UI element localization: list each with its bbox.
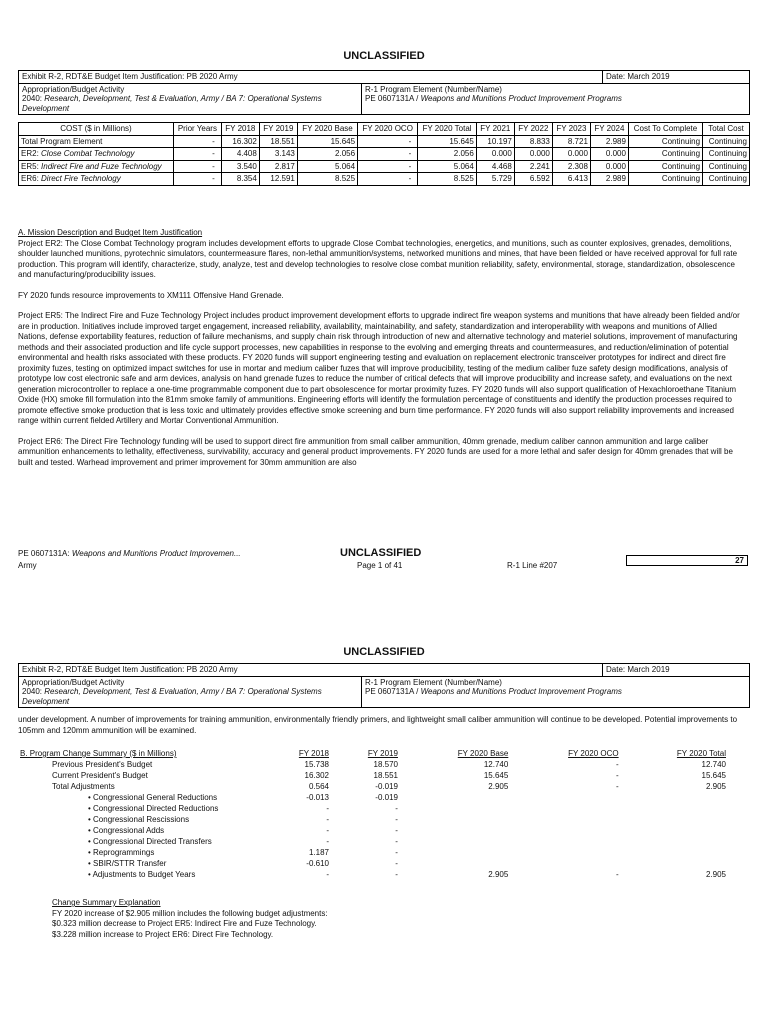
cost-cell: 8.354	[221, 173, 259, 186]
cost-header-cell: FY 2019	[259, 123, 297, 136]
mission-para-er5: Project ER5: The Indirect Fire and Fuze Technology Project includes product improvement development efforts to upgrade indirect fire weapon systems and munitions that have already been fielded and/or are in production. Initiatives include improved target engagement, increased reliability, availability, maintainability, and safety, standardization and interoperability with weapons and munitions of Allied Nations, defense exportability features, reduction of failure mechanisms, and supply chain risk through introduction of new and alternative technology and materiel solutions, improvement of manufacturing methods and their associated production and life cycle support processes, new capabilities in response to the evolving and emerging threats and countermeasures, and reduction/elimination of potential environmental and health risks associated with these products. FY 2020 funds will support engineering testing and evaluation on replacement electronic transceiver prototypes for indirect and direct fire proximity fuzes, testing on optimized impact switches for use in mortar and medium caliber fuzes that will improve producibility, testing of the medium caliber fuze safety design modifications, analysis of prototype low cost electronic safe and arm devices, analysis on hand grenade fuzes to reduce the number of critical defects that will improve producibility and increase safety, and evaluations on the next generation microcontroller to replace a one-time programmable component due to part obsolescence for mortar proximity fuzes. FY 2020 funds will also support qualification of Hexachloroethane Titanium Oxide (HX) smoke fill formulation into the 81mm smoke family of ammunitions. Engineering efforts will identify the formulation percentage of constituents and identify the production processes required to promote effective smoke production that is less toxic and ultimately provides effective smoke screening and burn time performance. FY 2020 funds will also support reliability improvements and increased range within current fielded Artillery and Mortar Conventional Ammunition.	[18, 311, 740, 425]
change-row	[18, 803, 728, 814]
footer-pe: PE 0607131A: Weapons and Munitions Product Improvemen...	[18, 549, 241, 558]
cost-row	[19, 160, 750, 173]
mission-para-fy2020: FY 2020 funds resource improvements to XM111 Offensive Hand Grenade.	[18, 290, 284, 300]
change-cell	[510, 814, 620, 825]
cost-header-cell: FY 2020 OCO	[358, 123, 418, 136]
cost-cell: 0.000	[476, 148, 514, 161]
change-cell	[510, 858, 620, 869]
change-cell: 2.905	[488, 781, 509, 791]
cost-cell: Continuing	[703, 160, 750, 173]
change-cell: 0.564	[308, 781, 329, 791]
change-cell: -0.013	[306, 792, 329, 802]
cost-table	[18, 122, 750, 186]
cost-row	[19, 148, 750, 161]
change-cell: -	[395, 814, 398, 824]
cost-row-label: Total Program Element	[19, 135, 174, 148]
page1-header-table	[18, 70, 750, 115]
cost-cell: 12.591	[259, 173, 297, 186]
page2-header-table	[18, 663, 750, 708]
cost-cell: -	[358, 135, 418, 148]
cost-cell: 4.408	[221, 148, 259, 161]
cost-cell: -	[358, 173, 418, 186]
change-explanation-line: $0.323 million decrease to Project ER5: Indirect Fire and Fuze Technology.	[52, 919, 317, 928]
cost-cell: -	[174, 173, 222, 186]
change-cell	[400, 792, 510, 803]
cost-cell: 2.241	[514, 160, 552, 173]
change-cell	[400, 814, 510, 825]
cost-row-label: ER5: Indirect Fire and Fuze Technology	[19, 160, 174, 173]
footer-page-number: 27	[626, 555, 748, 566]
change-cell	[400, 836, 510, 847]
change-cell: 15.645	[483, 770, 509, 780]
change-cell: 12.740	[701, 759, 726, 769]
cost-header-cell: FY 2024	[590, 123, 628, 136]
change-row	[18, 836, 728, 847]
cost-cell: 5.729	[476, 173, 514, 186]
mission-para-er6: Project ER6: The Direct Fire Technology funding will be used to support direct fire ammunition from small caliber ammunition, 40mm grenade, medium caliber cannon ammunition and large caliber ammunition enhancements to lethality, effectiveness, survivability, accuracy and general product improvements. FY 2020 funds are used for a more lethal and safer design for 40mm grenades that will be built and tested. Warhead improvement and primer improvement for 30mm ammunition are also	[18, 436, 733, 467]
change-row	[18, 770, 728, 781]
page2-continuation: under development. A number of improvements for training ammunition, environmentally friendly primers, and lightweight small caliber ammunition will continue to be developed. Potential improvements to 105mm and 120mm ammunition will be examined.	[18, 715, 738, 735]
change-cell	[621, 792, 728, 803]
change-cell: 15.645	[701, 770, 726, 780]
cost-cell: -	[174, 148, 222, 161]
change-cell: -0.019	[375, 781, 398, 791]
page2-appropriation-label: Appropriation/Budget Activity	[22, 677, 125, 687]
cost-header-cell: COST ($ in Millions)	[19, 123, 174, 136]
cost-cell: 2.989	[590, 135, 628, 148]
cost-cell: Continuing	[703, 173, 750, 186]
cost-cell: 0.000	[514, 148, 552, 161]
cost-row-label: ER2: Close Combat Technology	[19, 148, 174, 161]
program-element-label: R-1 Program Element (Number/Name)	[365, 84, 502, 94]
change-cell: -0.019	[375, 792, 398, 802]
change-cell: -	[615, 770, 619, 780]
change-cell: -	[395, 825, 398, 835]
cost-cell: 16.302	[221, 135, 259, 148]
change-row	[18, 825, 728, 836]
change-cell: 2.905	[705, 781, 726, 791]
cost-cell: 0.000	[590, 160, 628, 173]
program-element-cell	[362, 83, 750, 115]
change-row-label: • Adjustments to Budget Years	[88, 869, 196, 879]
change-cell: -	[395, 858, 398, 868]
cost-header-cell: FY 2018	[221, 123, 259, 136]
change-cell	[510, 792, 620, 803]
cost-cell: 2.056	[418, 148, 477, 161]
change-cell	[621, 847, 728, 858]
cost-cell: 2.989	[590, 173, 628, 186]
cost-cell: 8.525	[418, 173, 477, 186]
change-cell	[510, 836, 620, 847]
change-cell: -	[326, 803, 329, 813]
cost-header-cell: Cost To Complete	[628, 123, 702, 136]
change-cell: 15.738	[304, 759, 329, 769]
change-cell: -	[615, 759, 619, 769]
exhibit-title: Exhibit R-2, RDT&E Budget Item Justification: PB 2020 Army	[19, 71, 603, 84]
change-cell	[400, 803, 510, 814]
cost-cell: 0.000	[590, 148, 628, 161]
change-cell: 1.187	[308, 847, 329, 857]
page2-exhibit-title: Exhibit R-2, RDT&E Budget Item Justification: PB 2020 Army	[19, 664, 603, 677]
appropriation-cell	[19, 83, 362, 115]
change-cell: -	[326, 869, 329, 879]
cost-cell: 2.817	[259, 160, 297, 173]
change-cell: -	[326, 814, 329, 824]
change-cell	[400, 858, 510, 869]
cost-header-cell: Total Cost	[703, 123, 750, 136]
cost-cell: 15.645	[297, 135, 357, 148]
change-cell: -	[615, 869, 619, 879]
change-cell: -	[395, 803, 398, 813]
cost-header-cell: FY 2021	[476, 123, 514, 136]
change-row	[18, 759, 728, 770]
change-cell: 12.740	[483, 759, 509, 769]
cost-cell: Continuing	[703, 148, 750, 161]
change-cell: 2.905	[705, 869, 726, 879]
change-row	[18, 847, 728, 858]
change-cell: 18.551	[373, 770, 398, 780]
cost-cell: 8.833	[514, 135, 552, 148]
change-cell	[621, 814, 728, 825]
change-row-label: • Congressional Directed Reductions	[88, 803, 219, 813]
change-row	[18, 792, 728, 803]
change-row	[18, 814, 728, 825]
change-row-label: • Congressional Adds	[88, 825, 165, 835]
footer-page: Page 1 of 41	[357, 561, 403, 570]
change-row-label: • Reprogrammings	[88, 847, 155, 857]
change-row-label: Current President's Budget	[52, 770, 148, 780]
page2-appropriation-value: 2040: Research, Development, Test & Evaluation, Army / BA 7: Operational Systems Development	[22, 687, 322, 706]
change-row-label: Previous President's Budget	[52, 759, 153, 769]
change-row-label: Total Adjustments	[52, 781, 115, 791]
change-cell	[510, 847, 620, 858]
change-row-label: • Congressional Directed Transfers	[88, 836, 212, 846]
change-cell	[621, 836, 728, 847]
change-explanation-line: FY 2020 increase of $2.905 million includes the following budget adjustments:	[52, 908, 328, 918]
cost-cell: 0.000	[552, 148, 590, 161]
change-row	[18, 858, 728, 869]
cost-cell: Continuing	[628, 148, 702, 161]
mission-heading: A. Mission Description and Budget Item Justification	[18, 228, 203, 237]
cost-cell: 2.308	[552, 160, 590, 173]
change-col-header: FY 2018	[298, 749, 329, 758]
change-cell: 2.905	[488, 869, 509, 879]
cost-cell: Continuing	[703, 135, 750, 148]
cost-cell: 4.468	[476, 160, 514, 173]
change-cell	[621, 858, 728, 869]
cost-row-label: ER6: Direct Fire Technology	[19, 173, 174, 186]
change-cell: 18.570	[373, 759, 398, 769]
cost-cell: 10.197	[476, 135, 514, 148]
cost-cell: -	[358, 148, 418, 161]
cost-row	[19, 173, 750, 186]
cost-cell: 18.551	[259, 135, 297, 148]
cost-cell: 6.413	[552, 173, 590, 186]
page2-program-element-value: PE 0607131A / Weapons and Munitions Product Improvement Programs	[365, 687, 622, 697]
cost-cell: -	[174, 135, 222, 148]
change-cell: -	[615, 781, 619, 791]
change-row-label: • Congressional General Reductions	[88, 792, 218, 802]
change-cell: -	[395, 847, 398, 857]
change-col-header: FY 2019	[367, 749, 398, 758]
cost-row	[19, 135, 750, 148]
appropriation-label: Appropriation/Budget Activity	[22, 84, 125, 94]
cost-header-cell: FY 2020 Base	[297, 123, 357, 136]
change-row	[18, 869, 728, 880]
cost-cell: -	[174, 160, 222, 173]
cost-cell: 15.645	[418, 135, 477, 148]
footer-org: Army	[18, 561, 37, 570]
change-row	[18, 781, 728, 792]
change-explanation-heading: Change Summary Explanation	[52, 898, 161, 907]
footer-line: R-1 Line #207	[507, 561, 558, 570]
cost-cell: 8.721	[552, 135, 590, 148]
page1-classification: UNCLASSIFIED	[343, 50, 425, 62]
cost-cell: Continuing	[628, 160, 702, 173]
page2-program-element-label: R-1 Program Element (Number/Name)	[365, 677, 502, 687]
program-element-value: PE 0607131A / Weapons and Munitions Product Improvement Programs	[365, 94, 622, 104]
cost-header-cell: Prior Years	[174, 123, 222, 136]
cost-cell: Continuing	[628, 135, 702, 148]
change-col-header: FY 2020 Total	[676, 749, 726, 758]
change-cell: -	[395, 869, 398, 879]
change-cell	[621, 825, 728, 836]
page2-classification: UNCLASSIFIED	[343, 646, 425, 658]
cost-cell: -	[358, 160, 418, 173]
change-summary-table	[18, 749, 728, 880]
change-cell: -0.610	[306, 858, 329, 868]
page2-appropriation-cell	[19, 676, 362, 708]
mission-para-er2: Project ER2: The Close Combat Technology program includes development efforts to upgrade Close Combat technologies, energetics, and munitions, such as counter explosives, grenades, demolitions, shoulder launched munitions, pyrotechnic simulators, countermeasure flares, non-lethal ammunition/systems, networked munitions and mines, that have been fielded or have received approval for full rate production. This program will identify, characterize, study, analyze, test and develop technologies to resolve close combat munition reliability, safety, environmental, storage, standardization, obsolescence and manufacturing/producibility issues.	[18, 238, 738, 279]
cost-cell: 3.143	[259, 148, 297, 161]
cost-cell: Continuing	[628, 173, 702, 186]
cost-cell: 6.592	[514, 173, 552, 186]
page2-exhibit-date: Date: March 2019	[603, 664, 750, 677]
mission-section	[18, 228, 740, 478]
change-row-label: • Congressional Rescissions	[88, 814, 190, 824]
cost-cell: 5.064	[418, 160, 477, 173]
change-cell	[621, 803, 728, 814]
change-explanation	[52, 898, 732, 940]
change-summary-heading: B. Program Change Summary ($ in Millions)	[20, 749, 177, 758]
change-cell	[510, 825, 620, 836]
change-col-header: FY 2020 Base	[457, 749, 509, 758]
change-cell: -	[326, 836, 329, 846]
change-cell	[400, 825, 510, 836]
change-col-header: FY 2020 OCO	[568, 749, 619, 758]
change-row-label: • SBIR/STTR Transfer	[88, 858, 167, 868]
change-cell	[510, 803, 620, 814]
change-cell: -	[395, 836, 398, 846]
change-explanation-line: $3.228 million increase to Project ER6: Direct Fire Technology.	[52, 929, 274, 939]
page2-program-element-cell	[362, 676, 750, 708]
change-cell: -	[326, 825, 329, 835]
change-cell: 16.302	[304, 770, 329, 780]
change-cell	[400, 847, 510, 858]
cost-cell: 2.056	[297, 148, 357, 161]
cost-cell: 8.525	[297, 173, 357, 186]
cost-cell: 5.064	[297, 160, 357, 173]
footer-classification: UNCLASSIFIED	[340, 547, 422, 559]
appropriation-value: 2040: Research, Development, Test & Evaluation, Army / BA 7: Operational Systems Development	[22, 94, 322, 113]
cost-header-cell: FY 2020 Total	[418, 123, 477, 136]
exhibit-date: Date: March 2019	[603, 71, 750, 84]
cost-header-cell: FY 2022	[514, 123, 552, 136]
cost-cell: 3.540	[221, 160, 259, 173]
cost-header-cell: FY 2023	[552, 123, 590, 136]
